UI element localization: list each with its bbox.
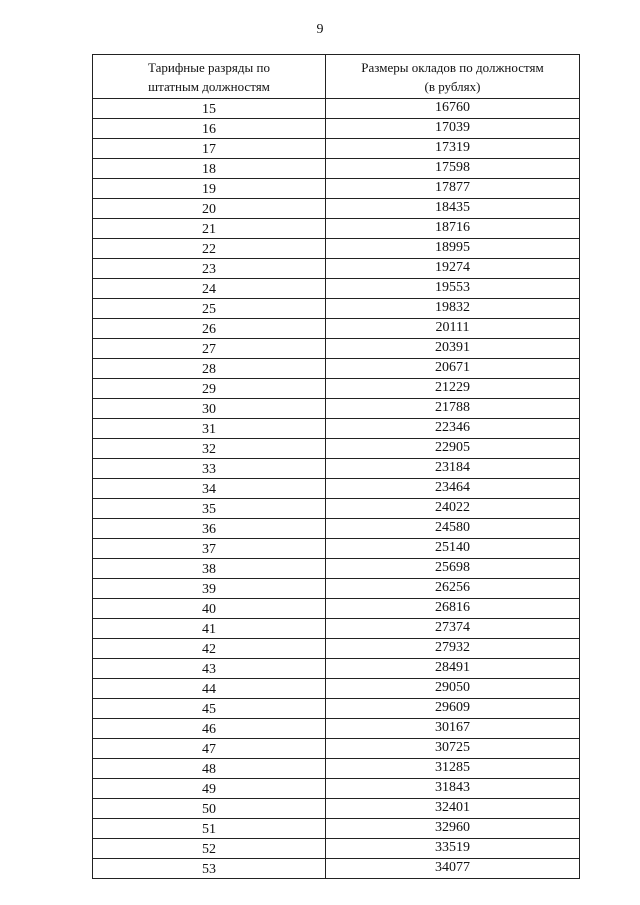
cell-salary: 23184 bbox=[326, 459, 580, 479]
cell-tariff-grade: 22 bbox=[93, 239, 326, 259]
table-row bbox=[93, 339, 580, 359]
cell-salary: 24580 bbox=[326, 519, 580, 539]
table-row bbox=[93, 239, 580, 259]
table-row bbox=[93, 859, 580, 879]
cell-salary: 18435 bbox=[326, 199, 580, 219]
table-row bbox=[93, 839, 580, 859]
cell-salary: 27932 bbox=[326, 639, 580, 659]
table-row bbox=[93, 199, 580, 219]
header-tariff-grade bbox=[93, 55, 326, 99]
cell-tariff-grade: 28 bbox=[93, 359, 326, 379]
table-row bbox=[93, 379, 580, 399]
cell-tariff-grade: 44 bbox=[93, 679, 326, 699]
table-row bbox=[93, 579, 580, 599]
cell-tariff-grade: 33 bbox=[93, 459, 326, 479]
table-row bbox=[93, 599, 580, 619]
cell-tariff-grade: 21 bbox=[93, 219, 326, 239]
cell-tariff-grade: 31 bbox=[93, 419, 326, 439]
cell-salary: 32401 bbox=[326, 799, 580, 819]
table-row bbox=[93, 739, 580, 759]
table-row bbox=[93, 119, 580, 139]
cell-tariff-grade: 30 bbox=[93, 399, 326, 419]
table-row bbox=[93, 139, 580, 159]
cell-salary: 20111 bbox=[326, 319, 580, 339]
cell-tariff-grade: 29 bbox=[93, 379, 326, 399]
cell-salary: 29609 bbox=[326, 699, 580, 719]
table-row bbox=[93, 319, 580, 339]
cell-tariff-grade: 40 bbox=[93, 599, 326, 619]
table-row bbox=[93, 439, 580, 459]
cell-tariff-grade: 48 bbox=[93, 759, 326, 779]
cell-salary: 28491 bbox=[326, 659, 580, 679]
cell-salary: 17598 bbox=[326, 159, 580, 179]
cell-salary: 19832 bbox=[326, 299, 580, 319]
table-row bbox=[93, 779, 580, 799]
cell-salary: 18995 bbox=[326, 239, 580, 259]
header-tariff-grade-line2: штатным должностям bbox=[148, 78, 270, 94]
table-row bbox=[93, 719, 580, 739]
table-header-row bbox=[93, 55, 580, 99]
cell-tariff-grade: 23 bbox=[93, 259, 326, 279]
cell-salary: 16760 bbox=[326, 99, 580, 119]
cell-salary: 29050 bbox=[326, 679, 580, 699]
cell-salary: 20671 bbox=[326, 359, 580, 379]
table-row bbox=[93, 159, 580, 179]
cell-tariff-grade: 17 bbox=[93, 139, 326, 159]
table-row bbox=[93, 679, 580, 699]
header-salary bbox=[326, 55, 580, 99]
page-number: 9 bbox=[316, 22, 324, 37]
cell-tariff-grade: 27 bbox=[93, 339, 326, 359]
cell-tariff-grade: 36 bbox=[93, 519, 326, 539]
table-row bbox=[93, 459, 580, 479]
table-row bbox=[93, 99, 580, 119]
table-body bbox=[93, 99, 580, 879]
table-row bbox=[93, 179, 580, 199]
cell-salary: 18716 bbox=[326, 219, 580, 239]
cell-tariff-grade: 47 bbox=[93, 739, 326, 759]
cell-salary: 26256 bbox=[326, 579, 580, 599]
cell-salary: 21229 bbox=[326, 379, 580, 399]
table-row bbox=[93, 419, 580, 439]
cell-salary: 21788 bbox=[326, 399, 580, 419]
cell-salary: 32960 bbox=[326, 819, 580, 839]
cell-tariff-grade: 51 bbox=[93, 819, 326, 839]
cell-salary: 20391 bbox=[326, 339, 580, 359]
table-row bbox=[93, 659, 580, 679]
table-row bbox=[93, 279, 580, 299]
cell-salary: 33519 bbox=[326, 839, 580, 859]
cell-tariff-grade: 52 bbox=[93, 839, 326, 859]
table-row bbox=[93, 299, 580, 319]
table-row bbox=[93, 699, 580, 719]
cell-tariff-grade: 15 bbox=[93, 99, 326, 119]
cell-salary: 26816 bbox=[326, 599, 580, 619]
cell-tariff-grade: 37 bbox=[93, 539, 326, 559]
cell-salary: 31285 bbox=[326, 759, 580, 779]
cell-tariff-grade: 34 bbox=[93, 479, 326, 499]
cell-salary: 17877 bbox=[326, 179, 580, 199]
cell-tariff-grade: 35 bbox=[93, 499, 326, 519]
cell-salary: 19274 bbox=[326, 259, 580, 279]
table-row bbox=[93, 259, 580, 279]
cell-tariff-grade: 16 bbox=[93, 119, 326, 139]
table-row bbox=[93, 539, 580, 559]
cell-tariff-grade: 19 bbox=[93, 179, 326, 199]
cell-salary: 30725 bbox=[326, 739, 580, 759]
table-row bbox=[93, 399, 580, 419]
table-row bbox=[93, 219, 580, 239]
cell-tariff-grade: 43 bbox=[93, 659, 326, 679]
cell-salary: 34077 bbox=[326, 859, 580, 879]
cell-salary: 31843 bbox=[326, 779, 580, 799]
cell-salary: 23464 bbox=[326, 479, 580, 499]
cell-tariff-grade: 38 bbox=[93, 559, 326, 579]
cell-salary: 22905 bbox=[326, 439, 580, 459]
table-row bbox=[93, 639, 580, 659]
cell-tariff-grade: 41 bbox=[93, 619, 326, 639]
table-row bbox=[93, 759, 580, 779]
cell-tariff-grade: 45 bbox=[93, 699, 326, 719]
cell-tariff-grade: 42 bbox=[93, 639, 326, 659]
table-row bbox=[93, 559, 580, 579]
cell-tariff-grade: 24 bbox=[93, 279, 326, 299]
cell-tariff-grade: 50 bbox=[93, 799, 326, 819]
cell-tariff-grade: 53 bbox=[93, 859, 326, 879]
cell-tariff-grade: 26 bbox=[93, 319, 326, 339]
salary-table bbox=[92, 54, 580, 879]
header-tariff-grade-line1: Тарифные разряды по bbox=[148, 59, 270, 75]
cell-tariff-grade: 25 bbox=[93, 299, 326, 319]
cell-salary: 24022 bbox=[326, 499, 580, 519]
cell-salary: 19553 bbox=[326, 279, 580, 299]
cell-salary: 22346 bbox=[326, 419, 580, 439]
header-salary-line2: (в рублях) bbox=[424, 78, 481, 94]
cell-salary: 27374 bbox=[326, 619, 580, 639]
cell-tariff-grade: 32 bbox=[93, 439, 326, 459]
table-row bbox=[93, 499, 580, 519]
cell-salary: 30167 bbox=[326, 719, 580, 739]
cell-tariff-grade: 49 bbox=[93, 779, 326, 799]
table-row bbox=[93, 359, 580, 379]
cell-salary: 17319 bbox=[326, 139, 580, 159]
cell-salary: 25140 bbox=[326, 539, 580, 559]
table-row bbox=[93, 819, 580, 839]
cell-salary: 17039 bbox=[326, 119, 580, 139]
cell-salary: 25698 bbox=[326, 559, 580, 579]
table-row bbox=[93, 619, 580, 639]
table-row bbox=[93, 799, 580, 819]
table-row bbox=[93, 519, 580, 539]
header-salary-line1: Размеры окладов по должностям bbox=[361, 59, 544, 75]
table-row bbox=[93, 479, 580, 499]
cell-tariff-grade: 39 bbox=[93, 579, 326, 599]
cell-tariff-grade: 18 bbox=[93, 159, 326, 179]
cell-tariff-grade: 20 bbox=[93, 199, 326, 219]
cell-tariff-grade: 46 bbox=[93, 719, 326, 739]
